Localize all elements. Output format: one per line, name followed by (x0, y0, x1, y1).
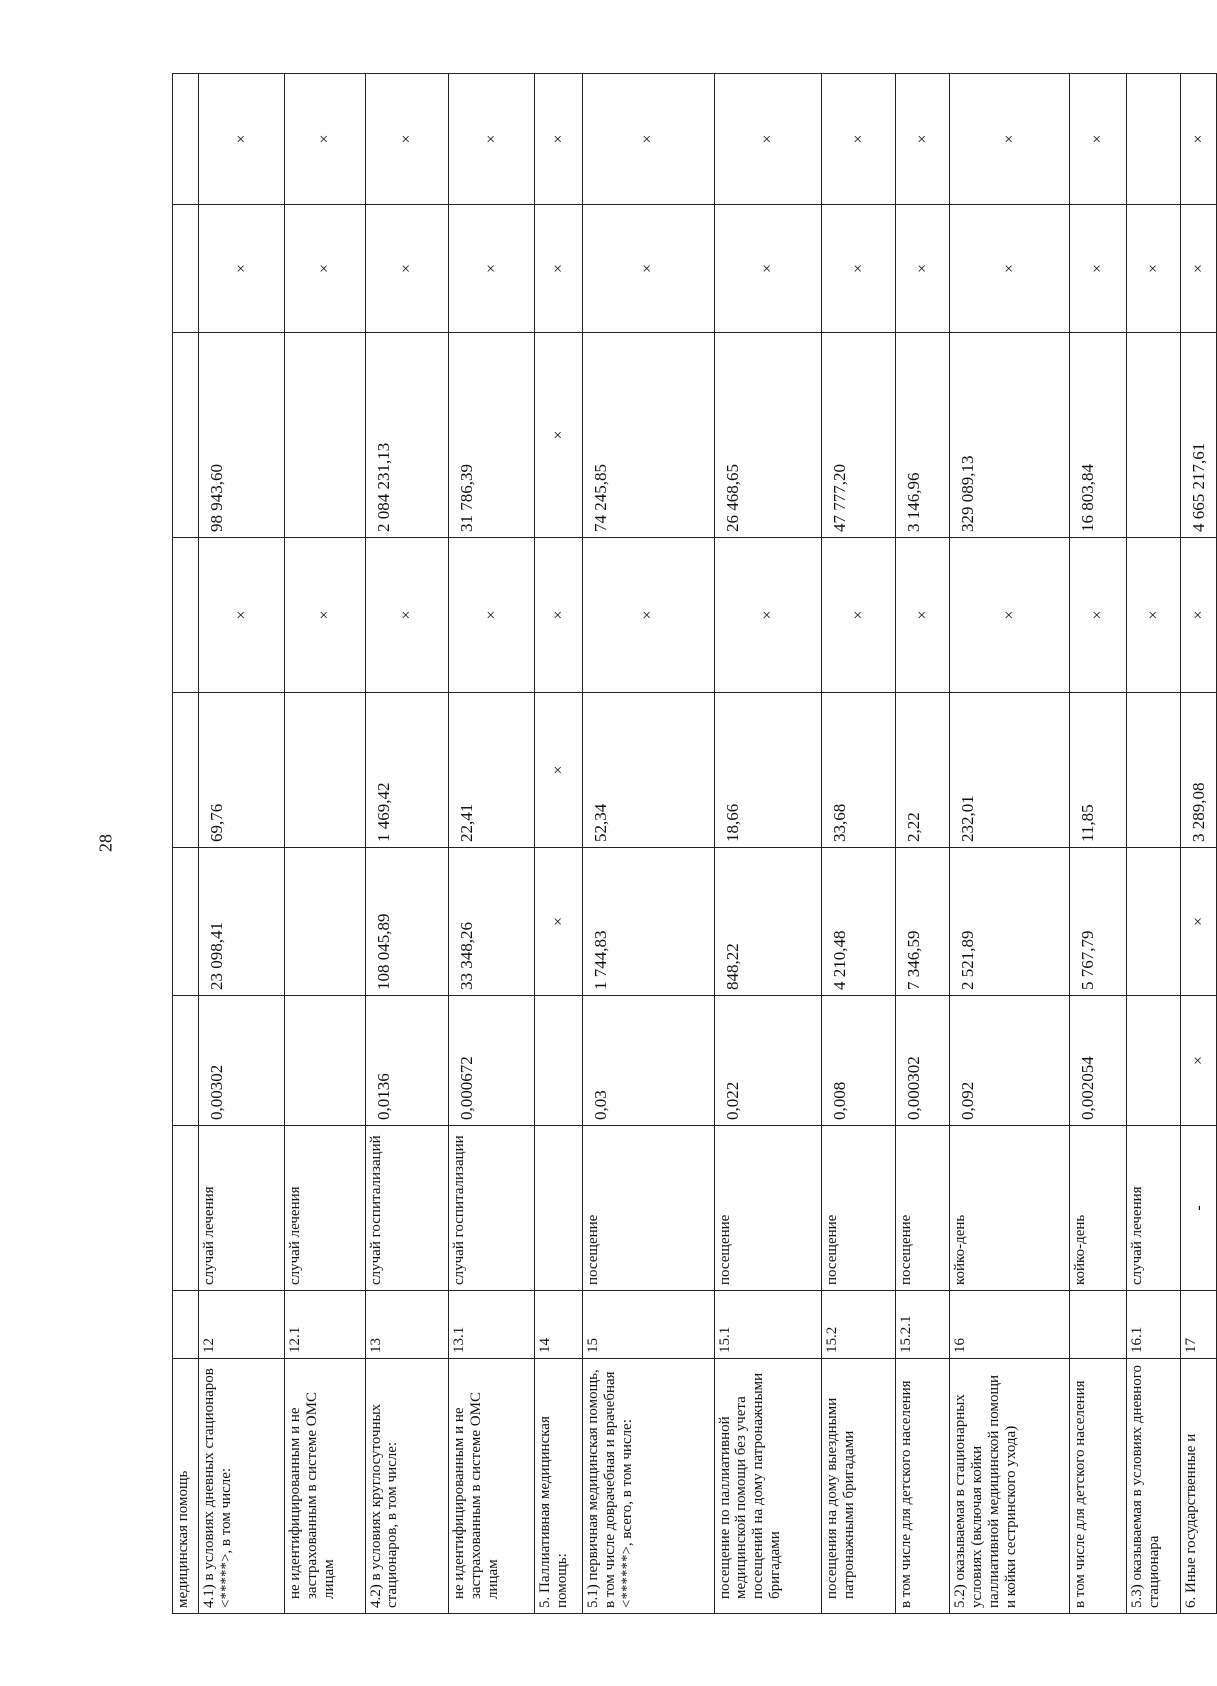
row-label-cell: 6. Иные государственные и (1181, 1359, 1217, 1614)
value-cell: × (535, 538, 583, 693)
row-code-cell: 15.2 (822, 1291, 896, 1359)
value-cell: × (199, 74, 285, 205)
value-cell: × (535, 848, 583, 996)
value-cell: × (449, 538, 535, 693)
value-cell (173, 205, 199, 333)
financing-table (172, 73, 1217, 1614)
value-cell: × (449, 205, 535, 333)
value-cell: × (822, 205, 896, 333)
row-label-cell: не идентифицированным и не застрахованным в системе ОМС лицам (449, 1359, 535, 1614)
value-cell (173, 848, 199, 996)
value-cell: × (285, 74, 365, 205)
row-code-cell: 15.2.1 (896, 1291, 950, 1359)
unit-cell: посещение (896, 1126, 950, 1291)
row-code-cell: 12 (199, 1291, 285, 1359)
value-cell: × (449, 74, 535, 205)
value-cell: 52,34 (583, 693, 715, 848)
value-cell: 2 521,89 (950, 848, 1070, 996)
value-cell (1127, 333, 1181, 538)
unit-cell: койко-день (1069, 1126, 1126, 1291)
unit-cell: - (1181, 1126, 1217, 1291)
value-cell: 23 098,41 (199, 848, 285, 996)
value-cell: × (1069, 538, 1126, 693)
table-row (896, 74, 950, 1614)
value-cell: 4 210,48 (822, 848, 896, 996)
value-cell: × (1127, 538, 1181, 693)
value-cell: × (1181, 205, 1217, 333)
value-cell: 329 089,13 (950, 333, 1070, 538)
value-cell (173, 74, 199, 205)
value-cell: × (896, 538, 950, 693)
value-cell: × (535, 205, 583, 333)
table-row (1069, 74, 1126, 1614)
value-cell (285, 848, 365, 996)
value-cell: × (365, 205, 449, 333)
value-cell: × (950, 538, 1070, 693)
table-row (714, 74, 822, 1614)
value-cell: 3 289,08 (1181, 693, 1217, 848)
value-cell: 2 084 231,13 (365, 333, 449, 538)
unit-cell: посещение (583, 1126, 715, 1291)
value-cell: 0,0136 (365, 996, 449, 1126)
value-cell: × (714, 538, 822, 693)
value-cell: 0,00302 (199, 996, 285, 1126)
value-cell (1127, 693, 1181, 848)
value-cell (1127, 848, 1181, 996)
value-cell: × (896, 205, 950, 333)
value-cell: × (535, 693, 583, 848)
row-code-cell: 17 (1181, 1291, 1217, 1359)
value-cell: × (950, 74, 1070, 205)
value-cell: 26 468,65 (714, 333, 822, 538)
row-label-cell: медицинская помощь (173, 1359, 199, 1614)
value-cell: × (1181, 538, 1217, 693)
value-cell: × (1069, 205, 1126, 333)
value-cell: 33,68 (822, 693, 896, 848)
row-label-cell: посещение по паллиативной медицинской помощи без учета посещений на дому патронажными бригадами (714, 1359, 822, 1614)
unit-cell: случай лечения (199, 1126, 285, 1291)
value-cell (1127, 74, 1181, 205)
value-cell (535, 996, 583, 1126)
value-cell: 108 045,89 (365, 848, 449, 996)
value-cell: 33 348,26 (449, 848, 535, 996)
row-label-cell: в том числе для детского населения (896, 1359, 950, 1614)
row-code-cell (1069, 1291, 1126, 1359)
row-code-cell: 15.1 (714, 1291, 822, 1359)
value-cell: 0,03 (583, 996, 715, 1126)
value-cell: × (535, 74, 583, 205)
row-code-cell: 16.1 (1127, 1291, 1181, 1359)
unit-cell: посещение (714, 1126, 822, 1291)
value-cell: × (896, 74, 950, 205)
value-cell: 98 943,60 (199, 333, 285, 538)
value-cell: 0,002054 (1069, 996, 1126, 1126)
value-cell (173, 693, 199, 848)
value-cell (285, 693, 365, 848)
row-label-cell: 5.1) первичная медицинская помощь, в том числе доврачебная и врачебная <******>, всего, в том числе: (583, 1359, 715, 1614)
table-row (365, 74, 449, 1614)
value-cell: × (365, 74, 449, 205)
table-row (583, 74, 715, 1614)
table-row (449, 74, 535, 1614)
table-row (950, 74, 1070, 1614)
row-code-cell: 13 (365, 1291, 449, 1359)
value-cell (285, 333, 365, 538)
value-cell: 7 346,59 (896, 848, 950, 996)
value-cell: 0,000672 (449, 996, 535, 1126)
value-cell: × (822, 74, 896, 205)
value-cell: 1 744,83 (583, 848, 715, 996)
table-body (173, 74, 1217, 1614)
row-code-cell: 15 (583, 1291, 715, 1359)
value-cell: × (199, 538, 285, 693)
value-cell: 22,41 (449, 693, 535, 848)
row-label-cell: 5. Паллиативная медицинская помощь: (535, 1359, 583, 1614)
value-cell: 1 469,42 (365, 693, 449, 848)
value-cell: × (535, 333, 583, 538)
value-cell (173, 538, 199, 693)
value-cell: 69,76 (199, 693, 285, 848)
value-cell: × (583, 74, 715, 205)
value-cell: 2,22 (896, 693, 950, 848)
value-cell: 4 665 217,61 (1181, 333, 1217, 538)
value-cell: 16 803,84 (1069, 333, 1126, 538)
value-cell: 31 786,39 (449, 333, 535, 538)
table-row (1181, 74, 1217, 1614)
value-cell: × (583, 205, 715, 333)
value-cell: 11,85 (1069, 693, 1126, 848)
value-cell: × (1181, 848, 1217, 996)
value-cell (285, 996, 365, 1126)
row-label-cell: 5.3) оказываемая в условиях дневного стационара (1127, 1359, 1181, 1614)
value-cell: × (1181, 996, 1217, 1126)
value-cell: × (822, 538, 896, 693)
value-cell: × (1181, 74, 1217, 205)
value-cell: × (365, 538, 449, 693)
row-label-cell: 4.2) в условиях круглосуточных стационаров, в том числе: (365, 1359, 449, 1614)
row-code-cell: 16 (950, 1291, 1070, 1359)
value-cell: 0,022 (714, 996, 822, 1126)
table-row (535, 74, 583, 1614)
unit-cell: посещение (822, 1126, 896, 1291)
value-cell (173, 333, 199, 538)
row-label-cell: в том числе для детского населения (1069, 1359, 1126, 1614)
page-number: 28 (95, 834, 116, 852)
table-row (199, 74, 285, 1614)
value-cell: 232,01 (950, 693, 1070, 848)
value-cell: × (1069, 74, 1126, 205)
value-cell: 47 777,20 (822, 333, 896, 538)
value-cell: 74 245,85 (583, 333, 715, 538)
row-code-cell: 13.1 (449, 1291, 535, 1359)
value-cell: × (714, 74, 822, 205)
value-cell: 848,22 (714, 848, 822, 996)
value-cell: 0,008 (822, 996, 896, 1126)
row-code-cell: 14 (535, 1291, 583, 1359)
table-row (822, 74, 896, 1614)
value-cell (1127, 996, 1181, 1126)
unit-cell: случай госпитализаций (365, 1126, 449, 1291)
table-row (285, 74, 365, 1614)
value-cell (173, 996, 199, 1126)
value-cell: 18,66 (714, 693, 822, 848)
row-code-cell: 12.1 (285, 1291, 365, 1359)
value-cell: 5 767,79 (1069, 848, 1126, 996)
rotated-table-container (172, 74, 1217, 1614)
unit-cell: случай госпитализации (449, 1126, 535, 1291)
unit-cell: случай лечения (285, 1126, 365, 1291)
value-cell: 0,092 (950, 996, 1070, 1126)
unit-cell (173, 1126, 199, 1291)
row-label-cell: 5.2) оказываемая в стационарных условиях (включая койки паллиативной медицинской помощи и койки сестринского ухода) (950, 1359, 1070, 1614)
row-label-cell: не идентифицированным и не застрахованным в системе ОМС лицам (285, 1359, 365, 1614)
value-cell: × (285, 538, 365, 693)
row-label-cell: посещения на дому выездными патронажными бригадами (822, 1359, 896, 1614)
unit-cell: случай лечения (1127, 1126, 1181, 1291)
row-label-cell: 4.1) в условиях дневных стационаров <*****>, в том числе: (199, 1359, 285, 1614)
row-code-cell (173, 1291, 199, 1359)
value-cell: 0,000302 (896, 996, 950, 1126)
value-cell: × (714, 205, 822, 333)
value-cell: 3 146,96 (896, 333, 950, 538)
value-cell: × (950, 205, 1070, 333)
table-row (173, 74, 199, 1614)
value-cell: × (1127, 205, 1181, 333)
table-row (1127, 74, 1181, 1614)
unit-cell (535, 1126, 583, 1291)
value-cell: × (583, 538, 715, 693)
value-cell: × (199, 205, 285, 333)
unit-cell: койко-день (950, 1126, 1070, 1291)
value-cell: × (285, 205, 365, 333)
